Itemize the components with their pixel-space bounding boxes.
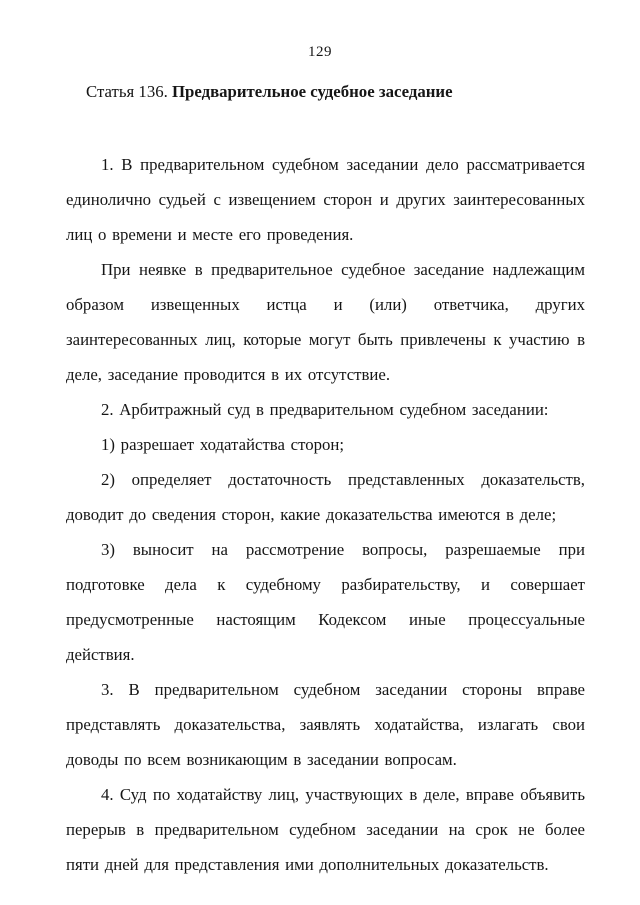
paragraph-2: При неявке в предварительное судебное заседание надлежащим образом извещенных истца и (или) ответчика, других заинтересованных лиц, которые могут быть привлечены к участию в деле, заседание проводится в их отсутствие. — [66, 260, 585, 384]
paragraph-5: 2) определяет достаточность представленных доказательств, доводит до сведения сторон, какие доказательства имеются в деле; — [66, 470, 585, 524]
article-heading — [86, 82, 585, 102]
paragraph-7: 3. В предварительном судебном заседании стороны вправе представлять доказательства, заявлять ходатайства, излагать свои доводы по всем возникающим в заседании вопросам. — [66, 680, 585, 769]
page-number: 129 — [308, 44, 332, 60]
article-body — [66, 147, 585, 882]
paragraph-6: 3) выносит на рассмотрение вопросы, разрешаемые при подготовке дела к судебному разбирательству, и совершает предусмотренные настоящим Кодексом иные процессуальные действия. — [66, 540, 585, 664]
paragraph-1: 1. В предварительном судебном заседании дело рассматривается единолично судьей с извещением сторон и других заинтересованных лиц о времени и месте его проведения. — [66, 155, 585, 244]
article-label: Статья 136. — [86, 82, 168, 101]
article-title: Предварительное судебное заседание — [172, 82, 453, 101]
paragraph-4: 1) разрешает ходатайства сторон; — [101, 435, 345, 454]
paragraph-3: 2. Арбитражный суд в предварительном судебном заседании: — [101, 400, 549, 419]
paragraph-8: 4. Суд по ходатайству лиц, участвующих в деле, вправе объявить перерыв в предварительном судебном заседании на срок не более пяти дней для представления ими дополнительных доказательств. — [66, 785, 585, 874]
